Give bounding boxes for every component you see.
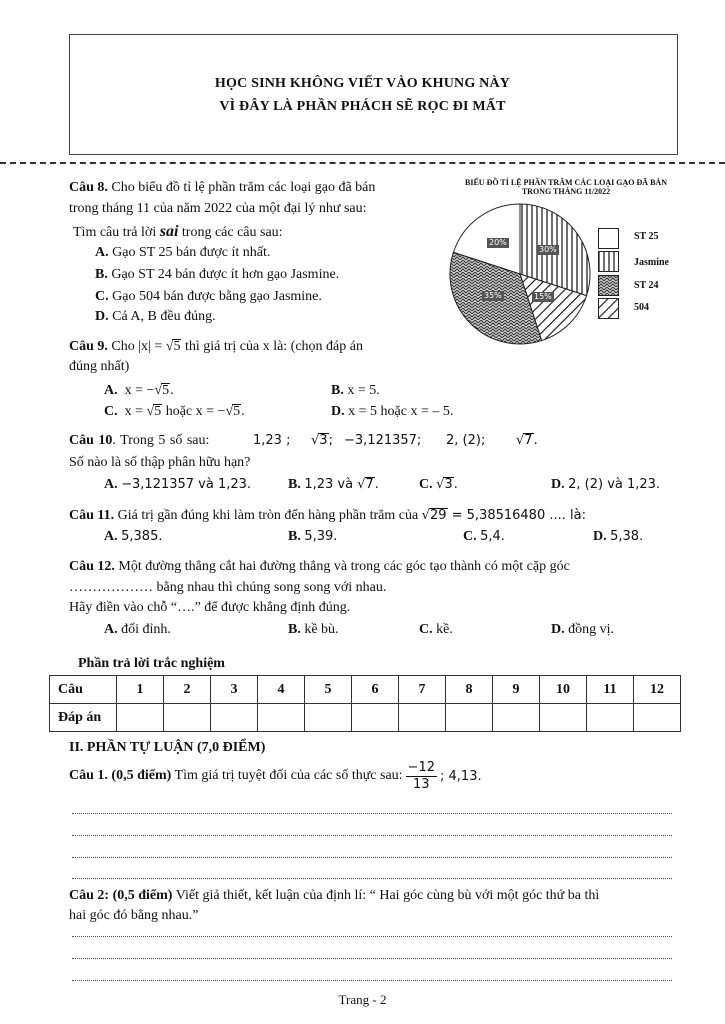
answer-cell[interactable] [352,704,399,732]
q10-c-rad: 3 [444,477,453,492]
part2-q2-label: Câu 2 [69,888,105,903]
answer-cell[interactable] [587,704,634,732]
answer-col-7: 7 [399,676,446,704]
q9-label: Câu 9. [69,339,108,354]
q11-b-text: 5,39. [304,529,338,544]
q8-option-a [95,245,270,261]
answer-col-8: 8 [446,676,493,704]
q9-a-key: A. [104,383,118,398]
q10-d-text: 2, (2) và 1,23. [568,477,661,492]
q9-a-post: . [170,383,174,398]
part2-q1-text: Tìm giá trị tuyệt đối của các số thực sau: [171,768,403,783]
part2-q2-text: Viết giả thiết, kết luận của định lí: “ Hai góc cùng bù với một góc thứ ba thì [172,888,600,903]
q11-label: Câu 11. [69,508,115,523]
q8-ask-sai: sai [159,223,179,240]
q10-c-post: . [453,477,458,492]
q8-ask-post: trong các câu sau: [181,225,283,240]
q8-option-a-text: Gạo ST 25 bán được ít nhất. [112,245,271,260]
q10-option-d [551,477,660,493]
answer-col-11: 11 [587,676,634,704]
q8-option-c [95,289,322,305]
answer-row1-label: Câu [50,676,117,704]
q9-option-a: A. x = −√5. [104,383,174,398]
q10-label: Câu 10 [69,433,113,448]
part2-q1-points: . (0,5 điểm) [104,768,172,783]
answer-col-2: 2 [164,676,211,704]
q9-d-text: x = 5 hoặc x = – 5. [348,404,454,419]
q10-b-pre: 1,23 và [304,477,358,492]
q8-option-c-text: Gạo 504 bán được bằng gạo Jasmine. [112,289,322,304]
q10-n2-rad: 3 [319,433,328,448]
q9-option-b [331,383,380,399]
answer-col-5: 5 [305,676,352,704]
q11-d-key: D. [593,529,607,544]
q12-text-1: Một đường thẳng cắt hai đường thẳng và trong các góc tạo thành có một cặp góc [118,559,570,574]
q9-a-rad: 5 [162,383,170,398]
q12-d-text: đồng vị. [568,622,615,637]
answer-col-12: 12 [634,676,681,704]
q12-d-key: D. [551,622,565,637]
q10-a-key: A. [104,477,118,492]
q8-label: Câu 8. [69,180,108,195]
q8-option-b-text: Gạo ST 24 bán được ít hơn gạo Jasmine. [111,267,340,282]
q9-line-1: Câu 9. Cho |x| = √5 thì giá trị của x là: (chọn đáp án [69,339,363,354]
q8-option-b-key: B. [95,267,108,282]
q11-option-b [288,529,337,545]
header-frame [69,34,678,155]
part2-q2-points: : (0,5 điểm) [104,888,173,903]
answer-line[interactable] [72,835,672,836]
answer-sheet-title: Phần trả lời trắc nghiệm [78,656,225,671]
q12-option-c [419,622,453,638]
answer-col-9: 9 [493,676,540,704]
answer-cell[interactable] [399,704,446,732]
chart-title-line-2: TRONG THÁNG 11/2022 [521,187,611,196]
q12-line-1 [69,559,570,575]
q8-option-d-text: Cả A, B đều đúng. [112,309,216,324]
answer-table-answer-row [50,704,681,732]
q10-n2: √3; [311,433,333,448]
q9-text-2: đúng nhất) [69,359,130,374]
q12-text-3: Hãy điền vào chỗ “….” để được khẳng định đúng. [69,600,351,615]
q8-ask-pre: Tìm câu trả lời [73,225,157,240]
q8-line-1 [69,180,375,196]
q10-n2-post: ; [328,433,333,448]
answer-line[interactable] [72,857,672,858]
q10-b-key: B. [288,477,301,492]
header-line-1: HỌC SINH KHÔNG VIẾT VÀO KHUNG NÀY [214,76,511,91]
q10-d-key: D. [551,477,565,492]
answer-table [49,675,681,732]
answer-cell[interactable] [493,704,540,732]
part2-q1-label: Câu 1 [69,768,105,783]
q11-d-text: 5,38. [610,529,644,544]
q11-text-post: = 5,38516480 .... là: [447,508,586,523]
answer-cell[interactable] [540,704,587,732]
q9-c-pre: x = [124,404,147,419]
slice-label-jasmine: 30% [539,245,557,254]
fraction-denominator: 13 [413,776,430,792]
q9-c-post: . [241,404,245,419]
q9-c-mid: hoặc x = − [162,404,226,419]
cut-line [0,162,725,164]
answer-line[interactable] [72,813,672,814]
q10-option-c: C. √3. [419,477,458,492]
answer-cell[interactable] [211,704,258,732]
q12-a-key: A. [104,622,118,637]
q9-option-d [331,404,453,420]
q10-b-post: . [374,477,379,492]
legend-label-st25: ST 25 [634,231,659,242]
legend-swatch-st24 [598,275,619,296]
part2-q2-text-2: hai góc đó bằng nhau.” [69,908,199,923]
q10-option-b: B. 1,23 và √7. [288,477,379,492]
q12-c-text: kề. [436,622,453,637]
q8-option-d-key: D. [95,309,109,324]
q10-line-1 [69,433,209,449]
q12-b-key: B. [288,622,301,637]
q10-text-2: Số nào là số thập phân hữu hạn? [69,455,251,470]
q8-option-d [95,309,216,325]
q10-n5: √7. [516,433,538,448]
answer-cell[interactable] [117,704,164,732]
q10-n3: −3,121357; [344,433,422,448]
answer-line[interactable] [72,958,672,959]
chart-title [436,178,696,196]
q11-option-d [593,529,643,545]
q10-n1: 1,23 ; [253,433,291,448]
part2-q1-post: ; 4,13. [440,768,482,784]
q9-option-c: C. x = √5 hoặc x = −√5. [104,404,245,419]
q8-option-c-key: C. [95,289,109,304]
pie-chart [436,200,606,350]
legend-label-504: 504 [634,302,649,313]
part2-title: II. PHẦN TỰ LUẬN (7,0 ĐIỂM) [69,740,266,755]
q11-option-c [463,529,505,545]
q11-text-pre: Giá trị gần đúng khi làm tròn đến hàng phần trăm của [117,508,422,523]
answer-line[interactable] [72,936,672,937]
q10-n4: 2, (2); [446,433,486,448]
q11-line-1: Câu 11. Giá trị gần đúng khi làm tròn đến hàng phần trăm của √29 = 5,38516480 .... là: [69,508,586,523]
slice-label-st24: 35% [484,291,502,300]
q11-c-key: C. [463,529,477,544]
answer-col-6: 6 [352,676,399,704]
q9-d-key: D. [331,404,345,419]
q8-option-a-key: A. [95,245,109,260]
q9-c-rad2: 5 [233,404,241,419]
part2-q2-line-1 [69,888,599,904]
q10-n5-rad: 7 [524,433,533,448]
q11-c-text: 5,4. [480,529,505,544]
q12-b-text: kề bù. [304,622,339,637]
q11-option-a [104,529,162,545]
q10-n5-post: . [533,433,538,448]
q9-a-pre: x = − [124,383,155,398]
slice-label-st25: 20% [489,238,507,247]
answer-row2-label: Đáp án [50,704,117,732]
q11-a-key: A. [104,529,118,544]
part2-q1 [69,756,482,796]
answer-cell[interactable] [634,704,681,732]
legend-swatch-st25 [598,228,619,249]
q10-b-rad: 7 [365,477,374,492]
q9-c-key: C. [104,404,118,419]
q12-option-b [288,622,339,638]
q9-b-text: x = 5. [347,383,380,398]
q8-ask [73,223,283,241]
q12-option-a [104,622,171,638]
page-number: Trang - 2 [338,992,387,1007]
chart-title-line-1: BIỂU ĐỒ TỈ LỆ PHẦN TRĂM CÁC LOẠI GẠO ĐÃ BÁN [465,178,667,187]
q9-text-pre: Cho |x| = [111,339,166,354]
slice-label-504: 15% [534,292,552,301]
answer-cell[interactable] [305,704,352,732]
answer-cell[interactable] [446,704,493,732]
answer-line[interactable] [72,980,672,981]
q12-c-key: C. [419,622,433,637]
part2-q1-fraction [406,760,437,793]
answer-col-3: 3 [211,676,258,704]
answer-col-10: 10 [540,676,587,704]
q9-c-rad: 5 [154,404,162,419]
q12-label: Câu 12. [69,559,115,574]
q8-text-1: Cho biểu đồ tỉ lệ phần trăm các loại gạo đã bán [111,180,376,195]
q11-b-key: B. [288,529,301,544]
answer-cell[interactable] [164,704,211,732]
q11-rad: 29 [429,508,447,523]
q10-a-text: −3,121357 và 1,23. [121,477,252,492]
answer-col-4: 4 [258,676,305,704]
answer-table-header-row [50,676,681,704]
q10-text-pre: . Trong 5 số sau: [112,433,210,448]
answer-line[interactable] [72,878,672,879]
answer-cell[interactable] [258,704,305,732]
fraction-numerator: −12 [407,759,436,775]
q10-c-key: C. [419,477,433,492]
q9-b-key: B. [331,383,344,398]
q9-text-post: thì giá trị của x là: (chọn đáp án [181,339,363,354]
legend-swatch-504 [598,298,619,319]
answer-col-1: 1 [117,676,164,704]
q12-text-2: ……………… bằng nhau thì chúng song song với nhau. [69,580,387,595]
q9-rad: 5 [173,339,181,354]
q8-option-b [95,267,339,283]
legend-label-st24: ST 24 [634,280,659,291]
legend-swatch-jasmine [598,251,619,272]
q10-option-a [104,477,251,493]
q12-a-text: đối đỉnh. [121,622,171,637]
header-line-2: VÌ ĐÂY LÀ PHẦN PHÁCH SẼ RỌC ĐI MẤT [219,99,506,114]
q12-option-d [551,622,614,638]
q8-text-2: trong tháng 11 của năm 2022 của một đại lý như sau: [69,201,367,216]
q11-a-text: 5,385. [121,529,163,544]
legend-label-jasmine: Jasmine [634,257,669,268]
